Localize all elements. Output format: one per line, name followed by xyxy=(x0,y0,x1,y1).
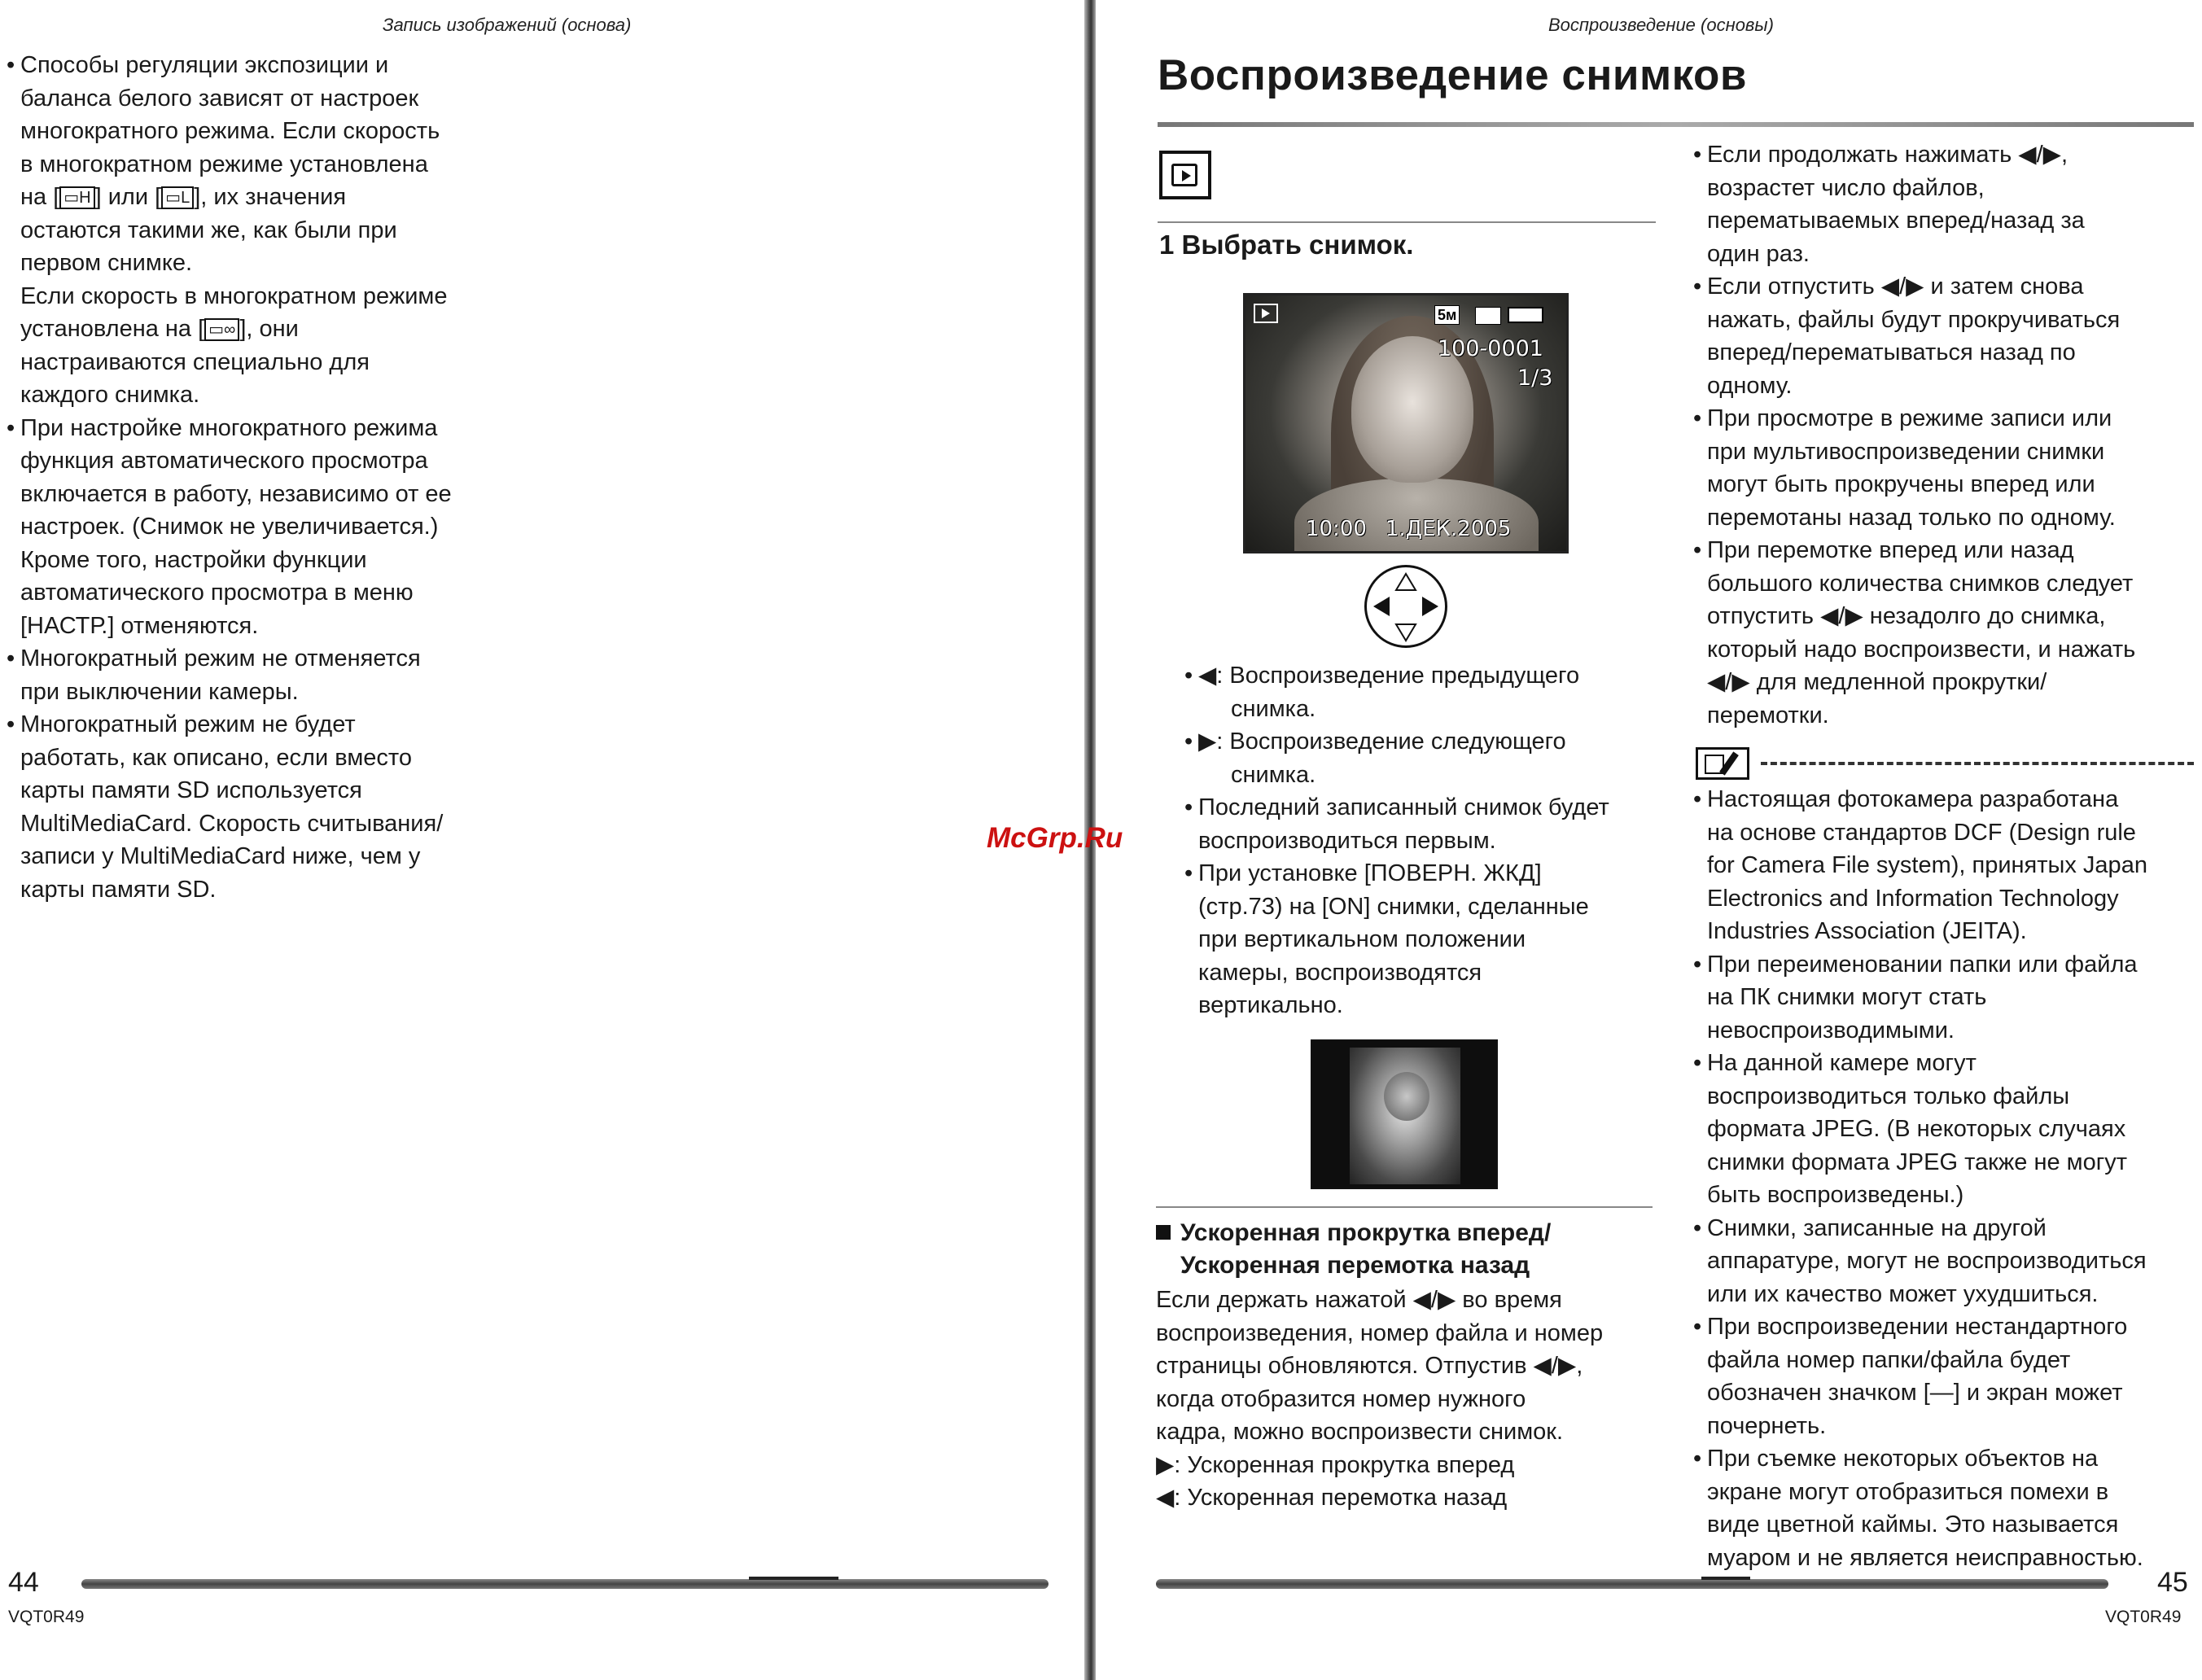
left_page.lines-line: Если скорость в многократном режиме xyxy=(20,282,448,309)
right_page.col2_lines-line: при мультивоспроизведении снимки xyxy=(1707,438,2105,465)
left_page.lines-line: первом снимке. xyxy=(20,250,193,276)
burst-mode-icon: ▭∞ xyxy=(204,318,239,341)
koala-image xyxy=(1384,1072,1429,1121)
right_page.notes_lines-line: • При переименовании папки или файла xyxy=(1693,948,2198,982)
camera-lcd-screen xyxy=(1243,293,1569,553)
right_page.notes_lines-line: файла номер папки/файла будет xyxy=(1707,1346,2071,1373)
right_page.col2_lines-line: один раз. xyxy=(1707,240,1810,267)
right-page-header: Воспроизведение (основы) xyxy=(1548,15,1774,35)
right_page.notes_lines-line: • При воспроизведении нестандартного xyxy=(1693,1310,2198,1344)
watermark: McGrp.Ru xyxy=(987,822,1123,854)
left_page.lines-line: • При настройке многократного режима xyxy=(7,412,528,445)
left_page.lines-line: при выключении камеры. xyxy=(20,678,299,705)
picture-size-badge: 5м xyxy=(1434,305,1460,325)
left_page.lines-line: настраиваются специально для xyxy=(20,348,370,375)
left_page.lines-line: на [ ▭H ] или [ ▭L ], их значения xyxy=(20,184,347,210)
right_page.col1_lines-line: • При установке [ПОВЕРН. ЖКД] xyxy=(1184,857,1673,890)
section-title: Ускоренная прокрутка вперед/ Ускоренная перемотка назад xyxy=(1156,1217,1551,1282)
right_page.col1_lines-line: воспроизводиться первым. xyxy=(1198,827,1496,854)
right_page.col2_lines-line: отпустить ◀/▶ незадолго до снимка, xyxy=(1707,603,2106,629)
right_page.col1_lines-line: (стр.73) на [ON] снимки, сделанные xyxy=(1198,893,1589,920)
play-mode-icon xyxy=(1254,304,1278,323)
cursor-button-pad xyxy=(1364,565,1447,648)
right_page.notes_lines-line: виде цветной каймы. Это называется xyxy=(1707,1512,2119,1538)
right_page.col2_lines-line: • Если продолжать нажимать ◀/▶, xyxy=(1693,138,2198,172)
right_page.col2_lines-line: могут быть прокручены вперед или xyxy=(1707,471,2095,497)
arrow-outline-icons xyxy=(1367,567,1445,645)
section-line: когда отобразится номер нужного xyxy=(1156,1385,1526,1412)
recording-time: 10:00 xyxy=(1306,517,1367,541)
note-dashed-line xyxy=(1761,762,2194,765)
page-title: Воспроизведение снимков xyxy=(1158,51,1747,99)
section-line: воспроизведения, номер файла и номер xyxy=(1156,1319,1604,1346)
right_page.col2_lines-line: • При перемотке вперед или назад xyxy=(1693,534,2198,567)
vertical-photo-illustration xyxy=(1311,1039,1498,1189)
right_page.col2_lines-line: вперед/перематываться назад по xyxy=(1707,339,2076,365)
right_page.notes_lines-line: или их качество может ухудшиться. xyxy=(1707,1280,2099,1307)
right_page.notes_lines-line: формата JPEG. (В некоторых случаях xyxy=(1707,1116,2126,1142)
right_page.notes_lines-line: for Camera File system), принятых Japan xyxy=(1707,852,2147,878)
left_page.lines-line: в многократном режиме установлена xyxy=(20,151,428,177)
right_page.col2_lines-line: ◀/▶ для медленной прокрутки/ xyxy=(1707,669,2047,695)
left_page.lines-line: • Многократный режим не отменяется xyxy=(7,642,528,676)
right_page.notes_lines-line: быть воспроизведены.) xyxy=(1707,1182,1964,1208)
section-divider xyxy=(1156,1206,1653,1208)
left_page.lines-line: многократного режима. Если скорость xyxy=(20,118,440,144)
right_page.col1_lines-line: при вертикальном положении xyxy=(1198,926,1526,952)
right_page.notes_lines-line: муаром и не является неисправностью. xyxy=(1707,1544,2143,1571)
quality-icon xyxy=(1475,307,1501,325)
recording-date: 1.ДЕК.2005 xyxy=(1386,517,1512,541)
right_page.col2_lines-line: который надо воспроизвести, и нажать xyxy=(1707,636,2136,663)
step-divider xyxy=(1158,221,1656,223)
right_page.col1_lines-line: снимка. xyxy=(1231,695,1316,722)
right_page.notes_lines-line: невоспроизводимыми. xyxy=(1707,1017,1955,1043)
section-line: ▶: Ускоренная прокрутка вперед xyxy=(1156,1451,1515,1478)
right_page.col2_lines-line: нажать, файлы будут прокручиваться xyxy=(1707,306,2121,333)
right_page.notes_lines-line: • Настоящая фотокамера разработана xyxy=(1693,783,2198,816)
right-footer-bar xyxy=(1156,1579,2108,1589)
right-col2-text xyxy=(1693,138,2198,732)
right_page.notes_lines-line: почернеть. xyxy=(1707,1412,1827,1439)
right-model-code: VQT0R49 xyxy=(2105,1608,2182,1626)
left-footer-mark xyxy=(749,1577,838,1580)
right_page.notes_lines-line: • Снимки, записанные на другой xyxy=(1693,1212,2198,1245)
right_page.col2_lines-line: • Если отпустить ◀/▶ и затем снова xyxy=(1693,270,2198,304)
left_page.lines-line: остаются такими же, как были при xyxy=(20,217,397,243)
section-body-text xyxy=(1156,1284,1661,1515)
left_page.lines-line: • Многократный режим не будет xyxy=(7,708,528,742)
left_page.lines-line: каждого снимка. xyxy=(20,382,200,408)
right_page.notes_lines-line: • На данной камере могут xyxy=(1693,1047,2198,1080)
right_page.col2_lines-line: перемотаны назад только по одному. xyxy=(1707,504,2116,531)
left_page.lines-line: карты памяти SD. xyxy=(20,876,217,903)
right_page.notes_lines-line: Industries Association (JEITA). xyxy=(1707,918,2027,944)
burst-mode-icon: ▭H xyxy=(59,186,94,209)
left-page-header: Запись изображений (основа) xyxy=(383,15,632,35)
section-line: ◀: Ускоренная перемотка назад xyxy=(1156,1485,1508,1511)
square-bullet-icon xyxy=(1156,1225,1171,1240)
left_page.lines-line: установлена на [ ▭∞ ], они xyxy=(20,316,299,342)
file-number: 100-0001 xyxy=(1438,336,1543,361)
right_page.notes_lines-line: экране могут отобразиться помехи в xyxy=(1707,1478,2109,1505)
left_page.lines-line: функция автоматического просмотра xyxy=(20,448,428,474)
section-line: кадра, можно воспроизвести снимок. xyxy=(1156,1419,1564,1445)
left-footer-bar xyxy=(81,1579,1048,1589)
burst-mode-icon: ▭L xyxy=(161,186,194,209)
right_page.notes_lines-line: на основе стандартов DCF (Design rule xyxy=(1707,819,2136,846)
right_page.col2_lines-line: возрастет число файлов, xyxy=(1707,174,1985,201)
left_page.lines-line: записи у MultiMediaCard ниже, чем у xyxy=(20,843,421,869)
left_page.lines-line: включается в работу, независимо от ее xyxy=(20,480,452,507)
right_page.notes_lines-line: снимки формата JPEG также не могут xyxy=(1707,1148,2128,1175)
picture-count: 1/3 xyxy=(1517,365,1553,391)
right_page.notes_lines-line: Electronics and Information Technology xyxy=(1707,885,2119,912)
left_page.lines-line: настроек. (Снимок не увеличивается.) xyxy=(20,514,439,540)
right_page.col1_lines-line: вертикально. xyxy=(1198,992,1343,1018)
left-page-number: 44 xyxy=(8,1567,39,1598)
step-title: 1 Выбрать снимок. xyxy=(1159,230,1414,260)
left_page.lines-line: Кроме того, настройки функции xyxy=(20,546,367,573)
playback-mode-icon xyxy=(1159,151,1211,199)
left_page.lines-line: баланса белого зависят от настроек xyxy=(20,85,419,112)
right_page.col1_lines-line: • ▶: Воспроизведение следующего xyxy=(1184,725,1673,759)
right_page.notes_lines-line: аппаратуре, могут не воспроизводиться xyxy=(1707,1248,2147,1274)
photo-body xyxy=(1294,479,1539,553)
right-col1-text xyxy=(1184,659,1673,1022)
right_page.col1_lines-line: снимка. xyxy=(1231,761,1316,788)
left_page.lines-line: [НАСТР.] отменяются. xyxy=(20,612,259,639)
left_page.lines-line: автоматического просмотра в меню xyxy=(20,580,414,606)
battery-icon xyxy=(1508,307,1543,323)
note-icon xyxy=(1696,747,1749,780)
right_page.col2_lines-line: перемотки. xyxy=(1707,702,1829,728)
section-line: Если держать нажатой ◀/▶ во время xyxy=(1156,1287,1562,1313)
right-footer-mark xyxy=(1701,1577,1750,1580)
right_page.col2_lines-line: большого количества снимков следует xyxy=(1707,570,2134,597)
left_page.lines-line: • Способы регуляции экспозиции и xyxy=(7,49,528,82)
right-page-number: 45 xyxy=(2157,1567,2188,1598)
left_page.lines-line: карты памяти SD используется xyxy=(20,777,362,803)
right_page.col1_lines-line: • ◀: Воспроизведение предыдущего xyxy=(1184,659,1673,693)
right_page.col1_lines-line: камеры, воспроизводятся xyxy=(1198,959,1482,986)
notes-text xyxy=(1693,783,2198,1574)
left-model-code: VQT0R49 xyxy=(8,1608,85,1626)
left_page.lines-line: работать, как описано, если вместо xyxy=(20,744,412,771)
right_page.notes_lines-line: на ПК снимки могут стать xyxy=(1707,984,1987,1010)
section-line: страницы обновляются. Отпустив ◀/▶, xyxy=(1156,1353,1583,1379)
right_page.notes_lines-line: воспроизводиться только файлы xyxy=(1707,1083,2070,1109)
vertical-photo xyxy=(1350,1048,1460,1184)
right_page.col2_lines-line: одному. xyxy=(1707,372,1793,399)
right_page.col2_lines-line: • При просмотре в режиме записи или xyxy=(1693,402,2198,435)
title-underline xyxy=(1158,122,2194,127)
right_page.col1_lines-line: • Последний записанный снимок будет xyxy=(1184,791,1673,825)
right_page.notes_lines-line: обозначен значком [—] и экран может xyxy=(1707,1380,2123,1406)
right_page.notes_lines-line: • При съемке некоторых объектов на xyxy=(1693,1442,2198,1476)
left_page.lines-line: MultiMediaCard. Скорость считывания/ xyxy=(20,810,444,837)
left-text-column xyxy=(7,49,528,906)
right_page.col2_lines-line: перематываемых вперед/назад за xyxy=(1707,208,2085,234)
